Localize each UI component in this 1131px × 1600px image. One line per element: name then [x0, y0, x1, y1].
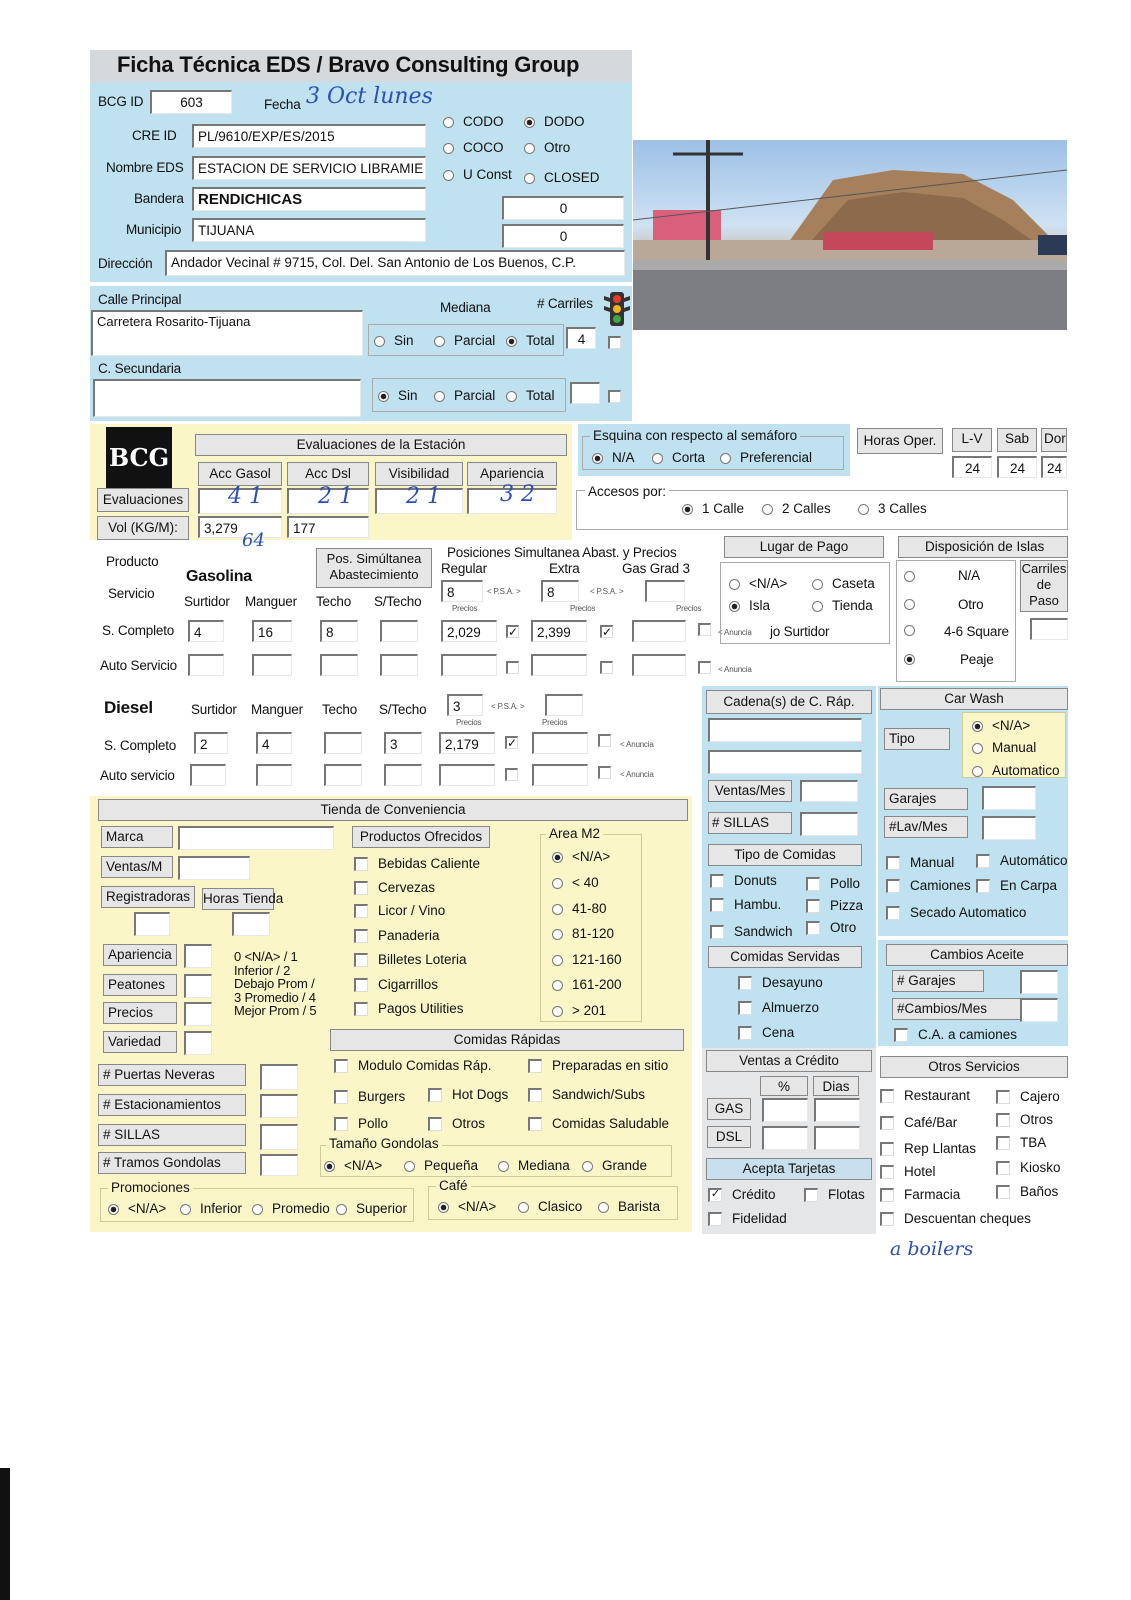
bandera-label: Bandera: [134, 191, 184, 206]
dsl-pos2-field[interactable]: [545, 694, 583, 716]
eval-col-apariencia: Apariencia: [467, 462, 557, 486]
dsl-completo-manguer[interactable]: 4: [256, 732, 292, 754]
cadena-field-2[interactable]: [708, 750, 862, 774]
gas3-anuncia-label: < Anuncia: [718, 628, 752, 637]
mediana-label: Mediana: [440, 300, 491, 315]
carwash-lav-label: #Lav/Mes: [884, 816, 968, 838]
extra-psa-label: < P.S.A. >: [590, 587, 624, 596]
tipo-donuts-checkbox[interactable]: Donuts: [710, 873, 777, 889]
carriles-paso-label: Carriles de Paso: [1020, 560, 1068, 612]
islas-square-label: 4-6 Square: [944, 624, 1009, 639]
cr-sandwich-checkbox[interactable]: Sandwich/Subs: [528, 1087, 645, 1103]
dsl-auto-checkbox[interactable]: [505, 768, 518, 781]
dsl-anuncia-label: < Anuncia: [620, 740, 654, 749]
surtidor-suffix-label: jo Surtidor: [770, 624, 830, 639]
credito-gas-label: GAS: [707, 1098, 751, 1120]
bcg-id-label: BCG ID: [98, 94, 144, 109]
otros-restaurant-checkbox[interactable]: Restaurant: [880, 1088, 970, 1104]
horas-lv-field[interactable]: 24: [952, 456, 992, 478]
tipo-pizza-checkbox[interactable]: Pizza: [806, 898, 863, 914]
islas-peaje-radio[interactable]: [904, 651, 924, 667]
aceite-garajes-field[interactable]: [1020, 970, 1058, 994]
carwash-tipo-label: Tipo: [884, 728, 950, 750]
tipo-pollo-checkbox[interactable]: Pollo: [806, 876, 860, 892]
area-160-radio[interactable]: 121-160: [552, 952, 622, 968]
tienda-sillas-field[interactable]: [260, 1124, 298, 1150]
cr-saludable-checkbox[interactable]: Comidas Saludable: [528, 1116, 669, 1132]
eval-col-acc-gasol: Acc Gasol: [198, 462, 282, 486]
gas-auto-techo[interactable]: [320, 654, 358, 676]
gas3-pos-field[interactable]: [645, 580, 685, 602]
sec-parcial-radio[interactable]: Parcial: [434, 388, 495, 404]
tienda-variedad-field[interactable]: [184, 1031, 212, 1055]
aceite-cambios-label: #Cambios/Mes: [892, 998, 1022, 1020]
gas-techo-header: Techo: [316, 594, 352, 609]
dsl-manguer-header: Manguer: [251, 702, 303, 717]
islas-square-radio[interactable]: [904, 622, 924, 638]
aceite-camiones-checkbox[interactable]: C.A. a camiones: [894, 1027, 1017, 1043]
gondola-pequena-radio[interactable]: Pequeña: [404, 1158, 478, 1174]
type-dodo-radio[interactable]: DODO: [524, 114, 585, 130]
dsl-auto-price2[interactable]: [532, 764, 588, 786]
dsl-auto2-checkbox[interactable]: [598, 766, 611, 779]
eval-col-visibilidad: Visibilidad: [375, 462, 463, 486]
gas-manguer-header: Manguer: [245, 594, 297, 609]
regular-anuncia-checkbox[interactable]: ✓: [508, 625, 519, 639]
tienda-peatones-label: Peatones: [103, 974, 177, 996]
vol-gas-handwritten: 64: [242, 530, 265, 551]
evaluaciones-header: Evaluaciones de la Estación: [195, 434, 567, 456]
promo-superior-radio[interactable]: Superior: [336, 1201, 407, 1217]
otros-otros-checkbox[interactable]: Otros: [996, 1112, 1053, 1128]
carriles-label: # Carriles: [537, 296, 593, 311]
otros-banos-checkbox[interactable]: Baños: [996, 1184, 1058, 1200]
nombre-field[interactable]: ESTACION DE SERVICIO LIBRAMIE: [192, 156, 426, 180]
horas-day-lv: L-V: [952, 428, 992, 452]
dsl-techo-header: Techo: [322, 702, 358, 717]
gas-auto-stecho[interactable]: [380, 654, 418, 676]
tipo-otro-checkbox[interactable]: Otro: [806, 920, 856, 936]
bandera-field[interactable]: RENDICHICAS: [192, 187, 426, 211]
type-uconst-radio[interactable]: U Const: [443, 167, 512, 183]
producto-label: Producto: [106, 554, 159, 569]
promo-na-radio[interactable]: <N/A>: [108, 1201, 166, 1217]
regular-header: Regular: [441, 561, 487, 576]
mediana-parcial-radio[interactable]: Parcial: [434, 333, 495, 349]
tipo-sandwich-checkbox[interactable]: Sandwich: [710, 924, 793, 940]
tienda-escala-legend: 0 <N/A> / 1 Inferior / 2 Debajo Prom / 3 Promedio / 4 Mejor Prom / 5: [234, 949, 317, 1018]
pos-simultanea-header: Pos. Simúltanea Abastecimiento: [316, 548, 432, 588]
dsl-precios-label-1: Precios: [456, 718, 482, 727]
carriles-paso-field[interactable]: [1030, 618, 1068, 640]
tarjeta-flotas-checkbox[interactable]: Flotas: [804, 1187, 865, 1203]
dsl-price2-field[interactable]: [532, 732, 588, 754]
number-field-2[interactable]: 0: [502, 224, 624, 248]
credito-dsl-label: DSL: [707, 1126, 751, 1148]
gas-completo-label: S. Completo: [102, 623, 175, 638]
prod-cigarrillos-checkbox[interactable]: Cigarrillos: [354, 977, 438, 993]
pos-precios-header: Posiciones Simultanea Abast. y Precios: [447, 545, 677, 560]
vol-dsl-field[interactable]: 177: [287, 516, 369, 538]
station-photo: [633, 140, 1067, 330]
credito-gas-dias[interactable]: [814, 1098, 860, 1122]
carwash-garajes-label: Garajes: [884, 788, 968, 810]
gas3-precios-label: Precios: [676, 604, 702, 613]
regular-psa-label: < P.S.A. >: [487, 587, 521, 596]
otros-hotel-checkbox[interactable]: Hotel: [880, 1164, 936, 1180]
tienda-precios-label: Precios: [103, 1002, 177, 1024]
extra-pos-field[interactable]: 8: [541, 580, 579, 602]
tienda-marca-label: Marca: [101, 826, 173, 848]
tienda-precios-field[interactable]: [184, 1002, 212, 1026]
gondola-grande-radio[interactable]: Grande: [582, 1158, 647, 1174]
gas-completo-stecho[interactable]: [380, 620, 418, 642]
dsl-auto-techo[interactable]: [324, 764, 362, 786]
carwash-auto-radio[interactable]: Automatico: [972, 763, 1060, 779]
tienda-estacionamientos-label: # Estacionamientos: [98, 1094, 246, 1116]
horas-day-dom: Dor: [1041, 428, 1067, 452]
dsl-auto-label: Auto servicio: [100, 768, 175, 783]
tienda-tramos-label: # Tramos Gondolas: [98, 1152, 246, 1174]
eval-col-acc-dsl: Acc Dsl: [287, 462, 369, 486]
credito-dsl-pct[interactable]: [762, 1126, 808, 1150]
islas-na-radio[interactable]: [904, 568, 924, 584]
tienda-registradoras-field[interactable]: [134, 912, 170, 936]
tienda-tramos-field[interactable]: [260, 1154, 298, 1176]
type-otro-radio[interactable]: Otro: [524, 140, 570, 156]
gasolina-title: Gasolina: [186, 568, 252, 585]
islas-otro-label: Otro: [958, 597, 984, 612]
carwash-camiones-checkbox[interactable]: Camiones: [886, 878, 971, 894]
pago-tienda-radio[interactable]: Tienda: [812, 598, 873, 614]
otros-llantas-checkbox[interactable]: Rep Llantas: [880, 1141, 976, 1157]
sec-total-radio[interactable]: Total: [506, 388, 555, 404]
auto-gas3-anuncia: < Anuncia: [718, 665, 752, 674]
tienda-horas-field[interactable]: [232, 912, 270, 936]
accesos-2-radio[interactable]: 2 Calles: [762, 501, 831, 517]
cadena-ventas-field[interactable]: [800, 780, 858, 802]
tipo-hambu-checkbox[interactable]: Hambu.: [710, 897, 781, 913]
tienda-puertas-label: # Puertas Neveras: [98, 1064, 246, 1086]
type-codo-radio[interactable]: CODO: [443, 114, 504, 130]
gas-completo-surtidor[interactable]: 4: [188, 620, 224, 642]
tienda-horas-label: Horas Tienda: [202, 888, 274, 910]
gas-completo-manguer[interactable]: 16: [252, 620, 292, 642]
otros-kiosko-checkbox[interactable]: Kiosko: [996, 1160, 1061, 1176]
area-title: Area M2: [546, 826, 603, 841]
cafe-clasico-radio[interactable]: Clasico: [518, 1199, 582, 1215]
servida-cena-checkbox[interactable]: Cena: [738, 1025, 794, 1041]
sec-carriles-field[interactable]: [570, 382, 600, 404]
direccion-label: Dirección: [98, 256, 153, 271]
credito-dsl-dias[interactable]: [814, 1126, 860, 1150]
fecha-label: Fecha: [264, 97, 301, 112]
cadena-title: Cadena(s) de C. Ráp.: [706, 690, 872, 714]
gondola-na-radio[interactable]: <N/A>: [324, 1158, 382, 1174]
extra-anuncia-checkbox[interactable]: ✓: [602, 625, 613, 639]
otros-handwritten-note: a boilers: [890, 1238, 974, 1260]
horas-sab-field[interactable]: 24: [997, 456, 1037, 478]
prod-licor-checkbox[interactable]: Licor / Vino: [354, 903, 445, 919]
esquina-corta-radio[interactable]: Corta: [652, 450, 705, 466]
dsl-stecho-header: S/Techo: [379, 702, 427, 717]
comidas-rapidas-title: Comidas Rápidas: [330, 1029, 684, 1051]
pago-caseta-radio[interactable]: Caseta: [812, 576, 875, 592]
carwash-secado-checkbox[interactable]: Secado Automatico: [886, 905, 1026, 921]
cr-pollo-checkbox[interactable]: Pollo: [334, 1116, 388, 1132]
auto-regular-price[interactable]: [441, 654, 497, 676]
bcg-logo: BCG: [106, 427, 172, 489]
promo-inferior-radio[interactable]: Inferior: [180, 1201, 242, 1217]
mediana-sin-radio[interactable]: Sin: [374, 333, 414, 349]
horas-dom-field[interactable]: 24: [1041, 456, 1067, 478]
area-201-radio[interactable]: > 201: [552, 1003, 606, 1019]
tienda-marca-field[interactable]: [178, 826, 334, 850]
dsl-completo-stecho[interactable]: 3: [384, 732, 422, 754]
dsl-auto-surtidor[interactable]: [190, 764, 226, 786]
scan-edge-mark: [0, 1468, 10, 1600]
servida-almuerzo-checkbox[interactable]: Almuerzo: [738, 1000, 819, 1016]
sec-sin-radio[interactable]: Sin: [378, 388, 418, 404]
tienda-ventas-label: Ventas/M: [101, 856, 173, 878]
horas-label: Horas Oper.: [857, 428, 943, 454]
dsl-pos-field[interactable]: 3: [447, 694, 483, 716]
promociones-title: Promociones: [108, 1180, 193, 1195]
eval-hand-visibilidad: 2 1: [406, 484, 441, 509]
gas-completo-techo[interactable]: 8: [320, 620, 358, 642]
dsl-price-field[interactable]: 2,179: [439, 732, 495, 754]
page-title: Ficha Técnica EDS / Bravo Consulting Group: [117, 52, 580, 77]
extra-precios-label: Precios: [570, 604, 596, 613]
direccion-field[interactable]: Andador Vecinal # 9715, Col. Del. San Antonio de Los Buenos, C.P.: [165, 250, 625, 276]
esquina-title: Esquina con respecto al semáforo: [590, 428, 800, 443]
promo-promedio-radio[interactable]: Promedio: [252, 1201, 330, 1217]
tienda-title: Tienda de Conveniencia: [98, 799, 688, 821]
auto-extra-price[interactable]: [531, 654, 587, 676]
productos-title: Productos Ofrecidos: [352, 826, 490, 848]
dsl-auto-price[interactable]: [439, 764, 495, 786]
calle-secundaria-field[interactable]: [93, 379, 361, 417]
eval-hand-acc-dsl: 2 1: [318, 484, 353, 509]
dsl-psa-label: < P.S.A. >: [491, 702, 525, 711]
otros-cheques-checkbox[interactable]: Descuentan cheques: [880, 1211, 1031, 1227]
dsl-precios-label-2: Precios: [542, 718, 568, 727]
extra-price-field[interactable]: 2,399: [531, 620, 587, 642]
area-na-radio[interactable]: <N/A>: [552, 849, 610, 865]
credito-title: Ventas a Crédito: [706, 1050, 872, 1072]
auto-regular-checkbox[interactable]: [506, 661, 519, 674]
tienda-registradoras-label: Registradoras: [101, 886, 195, 908]
dsl-auto-stecho[interactable]: [384, 764, 422, 786]
cadena-sillas-label: # SILLAS: [708, 812, 792, 834]
cadena-field-1[interactable]: [708, 718, 862, 742]
cadena-sillas-field[interactable]: [800, 812, 858, 836]
otros-farmacia-checkbox[interactable]: Farmacia: [880, 1187, 960, 1203]
pago-na-radio[interactable]: <N/A>: [729, 576, 787, 592]
vol-label: Vol (KG/M):: [97, 516, 189, 540]
type-closed-radio[interactable]: CLOSED: [524, 170, 600, 186]
municipio-label: Municipio: [126, 222, 182, 237]
regular-precios-label: Precios: [452, 604, 478, 613]
cr-preparadas-checkbox[interactable]: Preparadas en sitio: [528, 1058, 668, 1074]
area-40-radio[interactable]: < 40: [552, 875, 599, 891]
esquina-na-radio[interactable]: N/A: [592, 450, 635, 466]
gondolas-title: Tamaño Gondolas: [326, 1136, 442, 1151]
traffic-light-icon: [602, 290, 632, 328]
cafe-na-radio[interactable]: <N/A>: [438, 1199, 496, 1215]
servida-desayuno-checkbox[interactable]: Desayuno: [738, 975, 823, 991]
tienda-apariencia-field[interactable]: [184, 944, 212, 968]
bcg-id-field[interactable]: 603: [150, 90, 232, 114]
prod-utilities-checkbox[interactable]: Pagos Utilities: [354, 1001, 464, 1017]
eval-hand-acc-gasol: 4 1: [228, 484, 263, 509]
gas3-header: Gas Grad 3: [622, 561, 690, 576]
auto-gas3-checkbox[interactable]: [698, 661, 711, 674]
mediana-total-radio[interactable]: Total: [506, 333, 555, 349]
calle-secundaria-label: C. Secundaria: [98, 361, 181, 376]
area-200-radio[interactable]: 161-200: [552, 977, 622, 993]
comidas-servidas-title: Comidas Servidas: [708, 946, 862, 968]
credito-gas-pct[interactable]: [762, 1098, 808, 1122]
aceite-garajes-label: # Garajes: [892, 970, 984, 992]
cre-id-label: CRE ID: [132, 128, 177, 143]
dsl-completo-surtidor[interactable]: 2: [194, 732, 228, 754]
gas-stecho-header: S/Techo: [374, 594, 422, 609]
prod-bebidas-checkbox[interactable]: Bebidas Caliente: [354, 856, 480, 872]
gas-auto-manguer[interactable]: [252, 654, 292, 676]
otros-cajero-checkbox[interactable]: Cajero: [996, 1089, 1060, 1105]
carwash-title: Car Wash: [880, 688, 1068, 710]
prod-cervezas-checkbox[interactable]: Cervezas: [354, 880, 435, 896]
area-80-radio[interactable]: 41-80: [552, 901, 607, 917]
dsl-completo-label: S. Completo: [104, 738, 177, 753]
cadena-ventas-label: Ventas/Mes: [708, 780, 792, 802]
pago-title: Lugar de Pago: [724, 536, 884, 558]
carwash-manual-checkbox[interactable]: Manual: [886, 855, 954, 871]
cr-burgers-checkbox[interactable]: Burgers: [334, 1089, 405, 1105]
cr-otros-checkbox[interactable]: Otros: [428, 1116, 485, 1132]
otros-title: Otros Servicios: [880, 1056, 1068, 1078]
islas-na-label: N/A: [958, 568, 980, 583]
otros-cafe-checkbox[interactable]: Café/Bar: [880, 1115, 957, 1131]
cafe-title: Café: [436, 1178, 471, 1193]
number-field-1[interactable]: 0: [502, 196, 624, 220]
cr-hotdogs-checkbox[interactable]: Hot Dogs: [428, 1087, 508, 1103]
tienda-ventas-field[interactable]: [178, 856, 250, 880]
islas-otro-radio[interactable]: [904, 596, 924, 612]
islas-peaje-label: Peaje: [960, 652, 994, 667]
accesos-3-radio[interactable]: 3 Calles: [858, 501, 927, 517]
area-120-radio[interactable]: 81-120: [552, 926, 614, 942]
accesos-title: Accesos por:: [585, 484, 669, 499]
secundaria-checkbox[interactable]: [608, 390, 621, 403]
prod-panaderia-checkbox[interactable]: Panaderia: [354, 928, 440, 944]
carwash-garajes-field[interactable]: [982, 786, 1036, 810]
credito-dias-header: Dias: [813, 1076, 859, 1096]
accesos-1-radio[interactable]: 1 Calle: [682, 501, 744, 517]
tienda-puertas-field[interactable]: [260, 1064, 298, 1090]
cre-id-field[interactable]: PL/9610/EXP/ES/2015: [192, 124, 426, 148]
carwash-manual-radio[interactable]: Manual: [972, 740, 1036, 756]
horas-day-sab: Sab: [997, 428, 1037, 452]
carwash-automatico-checkbox[interactable]: Automático: [976, 853, 1068, 869]
gas3-anuncia-checkbox[interactable]: [698, 623, 711, 636]
tienda-peatones-field[interactable]: [184, 974, 212, 998]
municipio-field[interactable]: TIJUANA: [192, 218, 426, 242]
gas-surtidor-header: Surtidor: [184, 594, 230, 609]
carriles-field[interactable]: 4: [566, 327, 596, 349]
tipo-comidas-title: Tipo de Comidas: [708, 844, 862, 866]
otros-tba-checkbox[interactable]: TBA: [996, 1135, 1046, 1151]
credito-pct-header: %: [760, 1076, 808, 1096]
eval-hand-apariencia: 3 2: [500, 482, 535, 507]
auto-extra-checkbox[interactable]: [600, 661, 613, 674]
dsl-anuncia2-checkbox[interactable]: [598, 734, 611, 747]
tarjeta-credito-checkbox[interactable]: ✓ Crédito: [708, 1187, 776, 1203]
vol-gas-field[interactable]: 3,279: [198, 516, 282, 538]
auto-gas3-price[interactable]: [632, 654, 686, 676]
gas-auto-surtidor[interactable]: [188, 654, 224, 676]
gas3-price-field[interactable]: [632, 620, 686, 642]
dsl-completo-techo[interactable]: [324, 732, 362, 754]
cafe-barista-radio[interactable]: Barista: [598, 1199, 660, 1215]
tarjetas-title: Acepta Tarjetas: [706, 1158, 872, 1180]
tienda-variedad-label: Variedad: [103, 1031, 177, 1053]
carwash-carpa-checkbox[interactable]: En Carpa: [976, 878, 1057, 894]
tienda-apariencia-label: Apariencia: [103, 944, 177, 966]
diesel-title: Diesel: [104, 698, 153, 717]
pago-isla-radio[interactable]: Isla: [729, 598, 770, 614]
cr-modulo-checkbox[interactable]: Modulo Comidas Ráp.: [334, 1058, 492, 1074]
extra-header: Extra: [549, 561, 580, 576]
calle-principal-field[interactable]: Carretera Rosarito-Tijuana: [91, 310, 363, 356]
nombre-label: Nombre EDS: [106, 160, 184, 175]
islas-title: Disposición de Islas: [898, 536, 1068, 558]
evaluaciones-row-label: Evaluaciones: [97, 488, 189, 512]
aceite-cambios-field[interactable]: [1020, 998, 1058, 1022]
tarjeta-fidelidad-checkbox[interactable]: Fidelidad: [708, 1211, 787, 1227]
type-coco-radio[interactable]: COCO: [443, 140, 504, 156]
dsl-surtidor-header: Surtidor: [191, 702, 237, 717]
carwash-lav-field[interactable]: [982, 816, 1036, 840]
calle-principal-label: Calle Principal: [98, 292, 182, 307]
gas-auto-label: Auto Servicio: [100, 658, 177, 673]
tienda-sillas-label: # SILLAS: [98, 1124, 246, 1146]
dsl-auto-manguer[interactable]: [256, 764, 292, 786]
carwash-na-radio[interactable]: <N/A>: [972, 718, 1030, 734]
fecha-handwritten: 3 Oct lunes: [306, 84, 433, 109]
principal-checkbox[interactable]: [608, 336, 621, 349]
regular-pos-field[interactable]: 8: [441, 580, 483, 602]
dsl-anuncia-checkbox[interactable]: ✓: [507, 736, 518, 750]
gondola-mediana-radio[interactable]: Mediana: [498, 1158, 570, 1174]
tienda-estacionamientos-field[interactable]: [260, 1094, 298, 1118]
dsl-auto-anuncia: < Anuncia: [620, 770, 654, 779]
esquina-preferencial-radio[interactable]: Preferencial: [720, 450, 812, 466]
aceite-title: Cambios Aceite: [886, 944, 1068, 966]
servicio-label: Servicio: [108, 586, 155, 601]
prod-loteria-checkbox[interactable]: Billetes Loteria: [354, 952, 467, 968]
regular-price-field[interactable]: 2,029: [441, 620, 497, 642]
